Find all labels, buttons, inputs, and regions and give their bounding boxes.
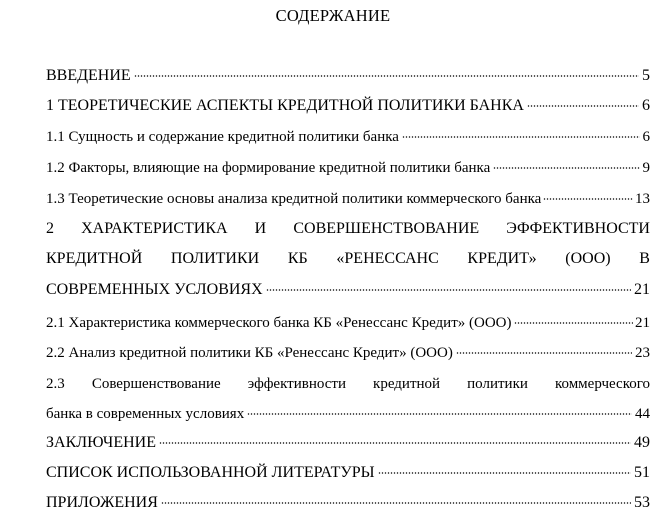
toc-entry-chapter-1 xyxy=(46,91,650,115)
toc-entry-title: ЗАКЛЮЧЕНИЕ xyxy=(46,434,156,451)
toc-entry-page: 13 xyxy=(635,191,650,207)
toc-entry-chapter-2-line-3 xyxy=(46,275,650,299)
toc-word: 2 xyxy=(46,220,54,237)
toc-entry-title: 2.1 Характеристика коммерческого банка КБ «Ренессанс Кредит» (ООО) xyxy=(46,315,512,331)
toc-word: Совершенствование xyxy=(91,376,221,392)
dot-leader xyxy=(456,348,632,358)
dot-leader xyxy=(159,438,631,448)
toc-entry-page: 53 xyxy=(634,494,650,511)
dot-leader xyxy=(514,318,633,328)
toc-word: КРЕДИТ» xyxy=(467,250,537,267)
toc-word: В xyxy=(639,250,650,267)
dot-leader xyxy=(402,132,640,142)
toc-entry-page: 23 xyxy=(635,345,650,361)
toc-word: И xyxy=(254,220,267,237)
toc-word: КБ xyxy=(287,250,308,267)
toc-entry-page: 51 xyxy=(634,464,650,481)
dot-leader xyxy=(378,468,631,478)
toc-word: ЭФФЕКТИВНОСТИ xyxy=(506,220,650,237)
toc-word: 2.3 xyxy=(46,376,65,392)
toc-entry-section-1-2 xyxy=(46,153,650,177)
toc-entry-section-2-1 xyxy=(46,308,650,332)
toc-entry-title: ВВЕДЕНИЕ xyxy=(46,67,131,84)
toc-entry-page: 21 xyxy=(635,315,650,331)
toc-word: коммерческого xyxy=(554,376,650,392)
toc-entry-title: банка в современных условиях xyxy=(46,406,245,422)
toc-entry-title: ПРИЛОЖЕНИЯ xyxy=(46,494,158,511)
toc-entry-page: 44 xyxy=(635,406,650,422)
dot-leader xyxy=(266,285,631,295)
toc-entry-title: 1.3 Теоретические основы анализа кредитной политики коммерческого банка xyxy=(46,191,542,207)
toc-entry-section-2-3-line-1 xyxy=(46,369,650,393)
toc-entry-title: 2.2 Анализ кредитной политики КБ «Ренессанс Кредит» (ООО) xyxy=(46,345,453,361)
dot-leader xyxy=(493,163,639,173)
toc-entry-title: 1.2 Факторы, влияющие на формирование кредитной политики банка xyxy=(46,160,491,176)
toc-word: кредитной xyxy=(373,376,441,392)
toc-entry-title: 1 ТЕОРЕТИЧЕСКИЕ АСПЕКТЫ КРЕДИТНОЙ ПОЛИТИКИ БАНКА xyxy=(46,97,524,114)
dot-leader xyxy=(527,101,639,111)
dot-leader xyxy=(161,498,631,508)
toc-entry-section-2-3-line-2 xyxy=(46,399,650,423)
dot-leader xyxy=(134,71,639,81)
toc-entry-page: 9 xyxy=(642,160,650,176)
toc-title: СОДЕРЖАНИЕ xyxy=(275,6,391,25)
toc-word: КРЕДИТНОЙ xyxy=(46,250,143,267)
toc-entry-title: СПИСОК ИСПОЛЬЗОВАННОЙ ЛИТЕРАТУРЫ xyxy=(46,464,375,481)
toc-entry-appendices xyxy=(46,488,650,512)
toc-word: «РЕНЕССАНС xyxy=(336,250,439,267)
toc-word: СОВЕРШЕНСТВОВАНИЕ xyxy=(293,220,480,237)
toc-entry-introduction xyxy=(46,61,650,85)
toc-word: (ООО) xyxy=(565,250,611,267)
toc-entry-page: 21 xyxy=(634,281,650,298)
dot-leader xyxy=(543,194,633,204)
toc-entry-page: 49 xyxy=(634,434,650,451)
toc-entry-chapter-2-line-2 xyxy=(46,244,650,268)
toc-entry-section-1-3 xyxy=(46,184,650,208)
toc-word: ПОЛИТИКИ xyxy=(170,250,260,267)
toc-entry-title: СОВРЕМЕННЫХ УСЛОВИЯХ xyxy=(46,281,263,298)
toc-entry-chapter-2-line-1 xyxy=(46,214,650,238)
toc-entry-page: 6 xyxy=(642,129,650,145)
dot-leader xyxy=(247,409,632,419)
toc-entry-page: 5 xyxy=(642,67,650,84)
toc-word: ХАРАКТЕРИСТИКА xyxy=(81,220,228,237)
toc-entry-conclusion xyxy=(46,428,650,452)
toc-entry-page: 6 xyxy=(642,97,650,114)
toc-entry-section-1-1 xyxy=(46,122,650,146)
toc-entry-references xyxy=(46,458,650,482)
toc-entry-title: 1.1 Сущность и содержание кредитной политики банка xyxy=(46,129,399,145)
toc-word: политики xyxy=(467,376,528,392)
toc-entry-section-2-2 xyxy=(46,338,650,362)
toc-word: эффективности xyxy=(247,376,346,392)
